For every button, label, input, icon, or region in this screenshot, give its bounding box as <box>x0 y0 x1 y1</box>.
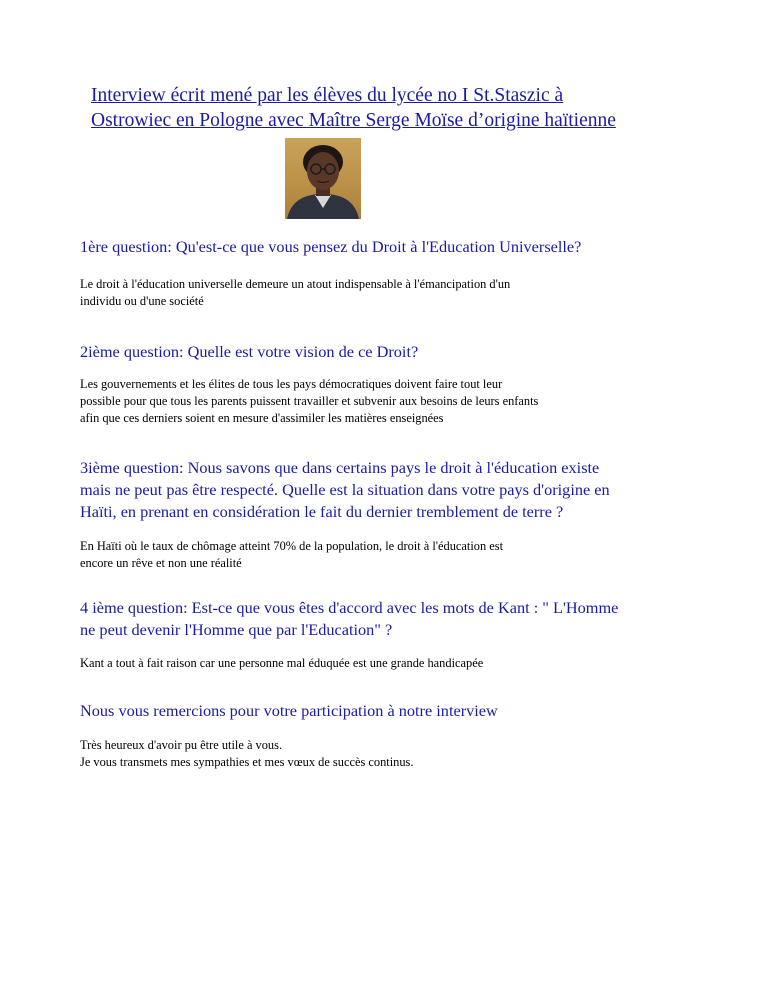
closing-text <box>80 737 690 771</box>
answer-2-line: possible pour que tous les parents puissent travailler et subvenir aux besoins de leurs enfants <box>80 394 539 408</box>
page-title[interactable] <box>91 83 691 133</box>
question-2-line: 2ième question: Quelle est votre vision de ce Droit? <box>80 342 419 361</box>
answer-1-line: Le droit à l'éducation universelle demeure un atout indispensable à l'émancipation d'un <box>80 277 511 291</box>
answer-1-line: individu ou d'une société <box>80 294 204 308</box>
answer-4 <box>80 655 690 672</box>
answer-4-line: Kant a tout à fait raison car une personne mal éduquée est une grande handicapée <box>80 656 484 670</box>
question-1 <box>80 236 680 258</box>
answer-3-line: encore un rêve et non une réalité <box>80 556 242 570</box>
question-1-line: 1ère question: Qu'est-ce que vous pensez du Droit à l'Education Universelle? <box>80 237 582 256</box>
question-4-line: 4 ième question: Est-ce que vous êtes d'accord avec les mots de Kant : " L'Homme <box>80 598 619 617</box>
question-2 <box>80 341 680 363</box>
title-line-1: Interview écrit mené par les élèves du lycée no I St.Staszic à <box>91 85 564 106</box>
question-4 <box>80 597 680 641</box>
answer-2-line: afin que ces derniers soient en mesure d'assimiler les matières enseignées <box>80 411 444 425</box>
answer-3 <box>80 538 690 572</box>
portrait-photo <box>285 138 361 219</box>
answer-1 <box>80 276 690 310</box>
question-3-line: mais ne peut pas être respecté. Quelle est la situation dans votre pays d'origine en <box>80 480 610 499</box>
thanks-heading: Nous vous remercions pour votre participation à notre interview <box>80 701 498 720</box>
answer-2 <box>80 376 690 427</box>
question-4-line: ne peut devenir l'Homme que par l'Education" ? <box>80 620 393 639</box>
closing-line-2: Je vous transmets mes sympathies et mes vœux de succès continus. <box>80 755 414 769</box>
title-line-2: Ostrowiec en Pologne avec Maître Serge Moïse d’origine haïtienne <box>91 110 616 131</box>
question-3-line: 3ième question: Nous savons que dans certains pays le droit à l'éducation existe <box>80 458 600 477</box>
answer-3-line: En Haïti où le taux de chômage atteint 70% de la population, le droit à l'éducation est <box>80 539 504 553</box>
question-3-line: Haïti, en prenant en considération le fait du dernier tremblement de terre ? <box>80 502 564 521</box>
portrait-illustration <box>285 138 361 219</box>
question-3 <box>80 457 680 523</box>
closing-line-1: Très heureux d'avoir pu être utile à vous. <box>80 738 283 752</box>
answer-2-line: Les gouvernements et les élites de tous les pays démocratiques doivent faire tout leur <box>80 377 503 391</box>
